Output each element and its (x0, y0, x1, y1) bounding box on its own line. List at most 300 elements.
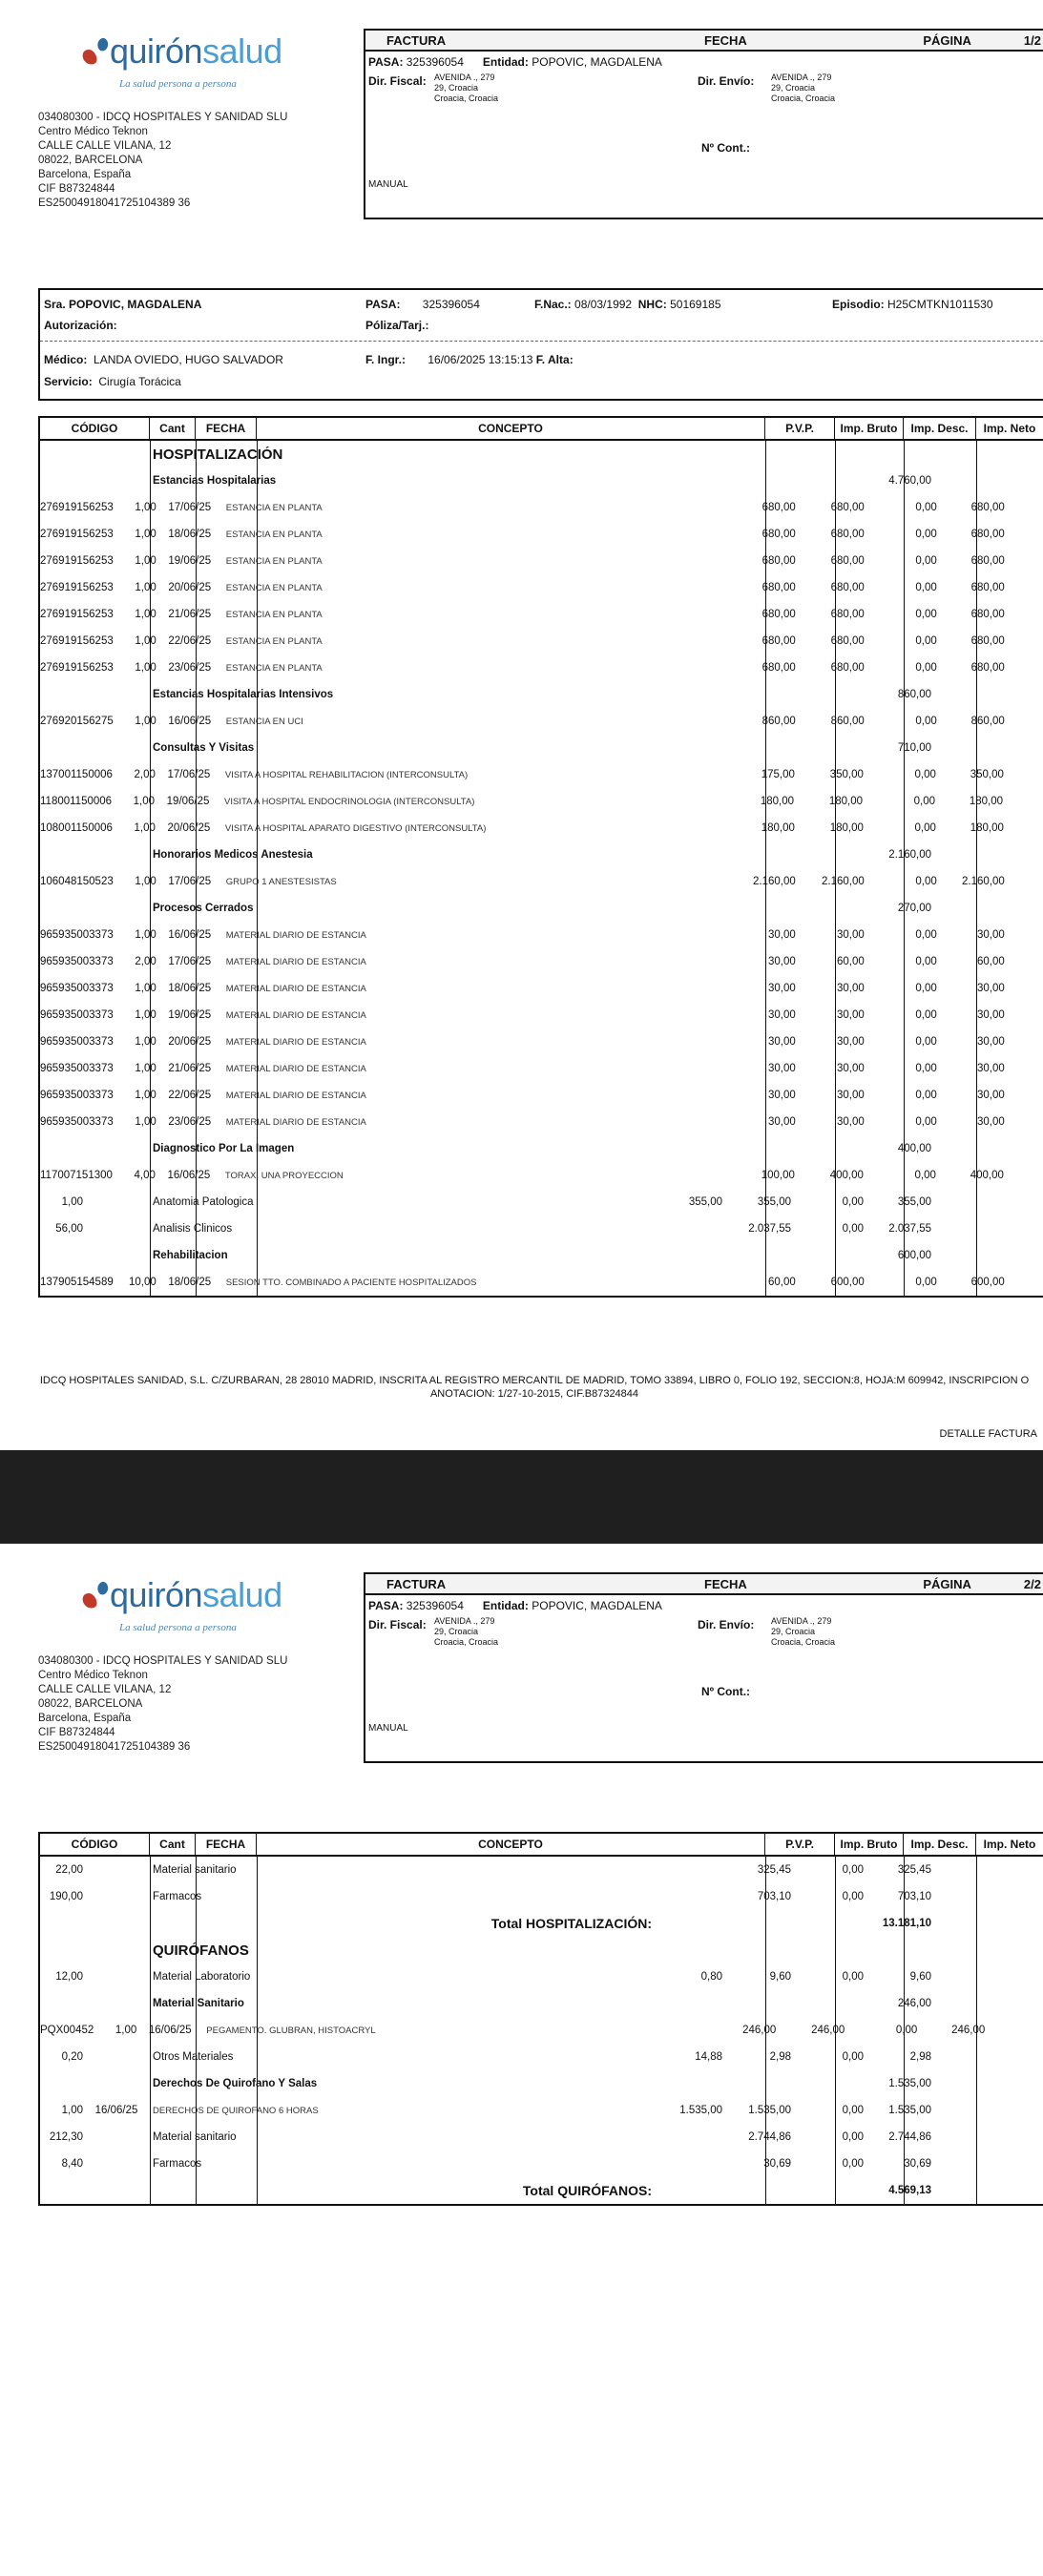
cell-desc: 0,00 (915, 983, 937, 994)
cell-pvp: 30,00 (767, 956, 796, 967)
cell-fecha: 20/06/25 (167, 822, 211, 834)
patient-info-box: Sra. POPOVIC, MAGDALENA PASA: 325396054 F.Nac.: 08/03/1992 NHC: 50169185 Episodio: H25CMTKN1011530 Autorización: Póliza/Tarj.: Médico: LANDA OVIEDO, HUGO SALVADOR F. Ingr.: 16/06/2025 13:15:13 F. Alta: Servicio: Cirugía Torácica (38, 288, 1043, 401)
cell-neto: 2.037,55 (888, 1223, 931, 1235)
invoice-header-box: FACTURA FECHA PÁGINA 2/2 PASA: 325396054 Entidad: POPOVIC, MAGDALENA Dir. Fiscal: AVENIDA ., 279 29, Croacia Croacia, Croacia Dir. Envío: AVENIDA ., 279 29, Croacia Croacia, Croacia Nº Cont.: MANUAL (364, 1572, 1043, 1763)
column-header: CONCEPTO (257, 1834, 765, 1855)
cell-fecha: 17/06/25 (168, 876, 212, 887)
cell-cant: 1,00 (135, 1090, 156, 1101)
cell-fecha: 18/06/25 (168, 983, 212, 994)
table-row (40, 975, 1043, 1002)
cell-concepto: MATERIAL DIARIO DE ESTANCIA (225, 1116, 366, 1128)
cell-neto: 246,00 (951, 2025, 986, 2036)
column-header: Cant (150, 418, 196, 439)
cell-fecha: 18/06/25 (168, 529, 212, 540)
cell-neto: 1.535,00 (888, 2078, 931, 2089)
table-row (40, 681, 1043, 708)
table-row (40, 494, 1043, 521)
cell-concepto: ESTANCIA EN PLANTA (225, 662, 323, 674)
cell-neto: 180,00 (970, 822, 1004, 834)
cell-fecha: 16/06/25 (167, 1170, 211, 1181)
cell-pvp: 30,00 (767, 1009, 796, 1021)
column-header: Imp. Desc. (904, 418, 976, 439)
cell-cant: 22,00 (55, 1864, 83, 1876)
cell-bruto: 680,00 (830, 555, 865, 567)
cell-neto: 680,00 (970, 609, 1005, 620)
cell-neto: 325,45 (897, 1864, 931, 1876)
cell-fecha: 22/06/25 (168, 1090, 212, 1101)
cell-concepto: TORAX. UNA PROYECCION (224, 1170, 344, 1181)
cell-codigo: 117007151300 (40, 1170, 113, 1181)
cell-concepto: VISITA A HOSPITAL ENDOCRINOLOGIA (INTERCONSULTA) (224, 796, 475, 807)
table-row (40, 1990, 1043, 2017)
cell-cant: 10,00 (128, 1277, 156, 1288)
cell-codigo: 965935003373 (40, 1063, 114, 1074)
cell-neto: 400,00 (970, 1170, 1004, 1181)
cell-cant: 1,00 (135, 1116, 156, 1128)
cell-pvp: 1.535,00 (679, 2105, 722, 2116)
cell-desc: 0,00 (915, 609, 937, 620)
cell-desc: 0,00 (915, 662, 937, 674)
cell-neto: 30,00 (976, 1036, 1005, 1048)
table-row (40, 841, 1043, 868)
cell-fecha: 16/06/25 (94, 2105, 138, 2116)
cell-desc: 0,00 (842, 2105, 864, 2116)
column-header: Imp. Bruto (835, 418, 904, 439)
cell-cant: 212,30 (49, 2131, 83, 2143)
factura-label: FACTURA (386, 32, 447, 48)
cell-pvp: 680,00 (761, 502, 796, 513)
cell-concepto: MATERIAL DIARIO DE ESTANCIA (225, 1036, 366, 1048)
column-header: P.V.P. (765, 418, 835, 439)
cell-neto: 400,00 (897, 1143, 931, 1154)
cell-neto: 2.160,00 (961, 876, 1005, 887)
cell-fecha: 17/06/25 (167, 769, 211, 780)
cell-cant: 56,00 (55, 1223, 83, 1235)
cell-concepto: MATERIAL DIARIO DE ESTANCIA (225, 1090, 366, 1101)
cell-neto: 30,00 (976, 1063, 1005, 1074)
cell-pvp: 180,00 (761, 822, 795, 834)
cell-cant: 1,00 (61, 1196, 83, 1208)
cell-neto: 680,00 (970, 529, 1005, 540)
patient-name: Sra. POPOVIC, MAGDALENA (44, 298, 202, 311)
cell-codigo: PQX00452 (40, 2025, 94, 2036)
cell-pvp: 355,00 (688, 1196, 722, 1208)
cell-bruto: 30,00 (836, 1116, 865, 1128)
cell-desc: 0,00 (842, 2131, 864, 2143)
cell-neto: 1.535,00 (888, 2105, 931, 2116)
cell-bruto: 30,00 (836, 1063, 865, 1074)
cell-bruto: 180,00 (828, 796, 864, 807)
cell-codigo: 118001150006 (40, 796, 113, 807)
cell-concepto: DERECHOS DE QUIROFANO 6 HORAS (153, 2105, 319, 2116)
cell-fecha: 17/06/25 (168, 956, 212, 967)
cell-fecha: 23/06/25 (168, 662, 212, 674)
cell-concepto: ESTANCIA EN PLANTA (225, 502, 323, 513)
cell-concepto: MATERIAL DIARIO DE ESTANCIA (225, 1009, 366, 1021)
cell-concepto: HOSPITALIZACIÓN (153, 446, 283, 463)
table-row (40, 1109, 1043, 1135)
table-header (40, 1834, 1043, 1857)
cell-concepto: SESION TTO. COMBINADO A PACIENTE HOSPITALIZADOS (225, 1277, 477, 1288)
cell-codigo: 276919156253 (40, 555, 114, 567)
cell-desc: 0,00 (915, 529, 937, 540)
cell-cant: 1,00 (135, 662, 156, 674)
cell-codigo: 276919156253 (40, 502, 114, 513)
cell-codigo: 965935003373 (40, 1116, 114, 1128)
table-row (40, 1162, 1043, 1189)
company-address: 034080300 - IDCQ HOSPITALES Y SANIDAD SLU Centro Médico Teknon CALLE CALLE VILANA, 12 08022, BARCELONA Barcelona, España CIF B87324844 ES25004918041725104389 36 (38, 1655, 288, 1753)
cell-concepto: Material Sanitario (153, 1998, 244, 2009)
table-row (40, 2097, 1043, 2124)
cell-pvp: 680,00 (761, 635, 796, 647)
cell-pvp: 680,00 (761, 582, 796, 593)
table-row (40, 1937, 1043, 1963)
cell-neto: 30,00 (976, 1009, 1005, 1021)
cell-codigo: 965935003373 (40, 929, 114, 941)
cell-concepto: GRUPO 1 ANESTESISTAS (225, 876, 337, 887)
cell-neto: 860,00 (897, 689, 931, 700)
invoice-page-2 (0, 1544, 1043, 2576)
cell-fecha: 20/06/25 (168, 1036, 212, 1048)
cell-codigo: 965935003373 (40, 956, 114, 967)
cell-cant: 1,00 (135, 529, 156, 540)
legal-footer: IDCQ HOSPITALES SANIDAD, S.L. C/ZURBARAN, 28 28010 MADRID, INSCRITA AL REGISTRO MERCANTIL DE MADRID, TOMO 33894, LIBRO 0, FOLIO 192, SECCION:8, HOJA:M 609942, INSCRIPCION O ANOTACION: 1/27-10-2015, CIF.B87324844 (39, 1375, 1030, 1400)
cell-bruto: 600,00 (830, 1277, 865, 1288)
cell-concepto: Consultas Y Visitas (153, 742, 255, 754)
cell-bruto: 2.744,86 (748, 2131, 791, 2143)
fecha-label: FECHA (704, 32, 747, 48)
quironsalud-logo: quirónsalud (81, 34, 282, 69)
cell-concepto: Estancias Hospitalarias (153, 475, 277, 487)
table-row (40, 2124, 1043, 2150)
cell-cant: 1,00 (135, 555, 156, 567)
table-row (40, 1082, 1043, 1109)
cell-pvp: 860,00 (761, 716, 796, 727)
cell-bruto: 860,00 (830, 716, 865, 727)
factura-label: FACTURA (386, 1576, 447, 1591)
cell-desc: 0,00 (842, 1971, 864, 1983)
cell-desc: 0,00 (842, 2158, 864, 2170)
cell-neto: 2,98 (909, 2051, 931, 2063)
cell-codigo: 276919156253 (40, 529, 114, 540)
cell-bruto: 30,00 (836, 1009, 865, 1021)
table-row (40, 2044, 1043, 2070)
cell-codigo: 965935003373 (40, 1090, 114, 1101)
table-row (40, 2150, 1043, 2177)
table-row (40, 708, 1043, 735)
cell-desc: 0,00 (914, 769, 936, 780)
table-row (40, 1269, 1043, 1296)
cell-neto: 30,00 (976, 929, 1005, 941)
cell-codigo: 276919156253 (40, 662, 114, 674)
cell-fecha: 16/06/25 (148, 2025, 192, 2036)
cell-bruto: 1.535,00 (748, 2105, 791, 2116)
invoice-header-box: FACTURA FECHA PÁGINA 1/2 PASA: 325396054 Entidad: POPOVIC, MAGDALENA Dir. Fiscal: AVENIDA ., 279 29, Croacia Croacia, Croacia Dir. Envío: AVENIDA ., 279 29, Croacia Croacia, Croacia Nº Cont.: MANUAL (364, 29, 1043, 219)
cell-neto: 680,00 (970, 582, 1005, 593)
cell-concepto: ESTANCIA EN PLANTA (225, 582, 323, 593)
cell-bruto: 246,00 (811, 2025, 845, 2036)
cell-pvp: 30,00 (767, 983, 796, 994)
cell-concepto: MATERIAL DIARIO DE ESTANCIA (225, 983, 366, 994)
cell-desc: 0,00 (915, 1090, 937, 1101)
quironsalud-logo: quirónsalud (81, 1578, 282, 1612)
cell-concepto: Analisis Clinicos (153, 1223, 233, 1235)
cell-bruto: 9,60 (769, 1971, 791, 1983)
cell-cant: 4,00 (134, 1170, 156, 1181)
cell-concepto: MATERIAL DIARIO DE ESTANCIA (225, 1063, 366, 1074)
cell-bruto: 680,00 (830, 529, 865, 540)
cell-neto: 4.569,13 (888, 2185, 931, 2196)
cell-bruto: 30,00 (836, 983, 865, 994)
cell-concepto: Farmacos (153, 1891, 202, 1902)
cell-cant: 1,00 (135, 983, 156, 994)
cell-neto: 13.181,10 (882, 1918, 931, 1929)
cell-cant: 1,00 (135, 609, 156, 620)
column-header: FECHA (196, 418, 257, 439)
table-row (40, 1242, 1043, 1269)
cell-pvp: 680,00 (761, 609, 796, 620)
cell-fecha: 23/06/25 (168, 1116, 212, 1128)
logo-mark-icon (81, 36, 110, 69)
cell-concepto: Anatomia Patologica (153, 1196, 254, 1208)
cell-desc: 0,00 (915, 555, 937, 567)
invoice-lines-table-1 (38, 416, 1043, 1298)
cell-neto: 680,00 (970, 635, 1005, 647)
cell-concepto: Estancias Hospitalarias Intensivos (153, 689, 334, 700)
cell-neto: 680,00 (970, 662, 1005, 674)
cell-codigo: 108001150006 (40, 822, 113, 834)
table-row (40, 948, 1043, 975)
column-header: Imp. Bruto (835, 1834, 904, 1855)
cell-codigo: 276919156253 (40, 609, 114, 620)
cell-neto: 703,10 (897, 1891, 931, 1902)
table-row (40, 1857, 1043, 1883)
column-header: CÓDIGO (40, 1834, 150, 1855)
cell-pvp: 14,88 (695, 2051, 722, 2063)
cell-bruto: 2,98 (769, 2051, 791, 2063)
cell-fecha: 21/06/25 (168, 1063, 212, 1074)
table-row (40, 467, 1043, 494)
cell-cant: 1,00 (135, 582, 156, 593)
cell-fecha: 20/06/25 (168, 582, 212, 593)
cell-fecha: 18/06/25 (168, 1277, 212, 1288)
cell-neto: 30,00 (976, 1090, 1005, 1101)
pagina-label: PÁGINA (923, 1576, 971, 1591)
logo-tagline: La salud persona a persona (119, 1622, 237, 1633)
column-header: P.V.P. (765, 1834, 835, 1855)
cell-fecha: 17/06/25 (168, 502, 212, 513)
cell-bruto: 2.037,55 (748, 1223, 791, 1235)
cell-concepto: Derechos De Quirofano Y Salas (153, 2078, 318, 2089)
cell-cant: 1,00 (135, 1063, 156, 1074)
table-row (40, 521, 1043, 548)
cell-pvp: 180,00 (760, 796, 795, 807)
cell-concepto: VISITA A HOSPITAL APARATO DIGESTIVO (INTERCONSULTA) (224, 822, 487, 834)
cell-neto: 2.744,86 (888, 2131, 931, 2143)
cell-bruto: 60,00 (836, 956, 865, 967)
table-row (40, 1002, 1043, 1028)
cell-bruto: 30,00 (836, 1036, 865, 1048)
cell-pvp: 30,00 (767, 1116, 796, 1128)
cell-bruto: 703,10 (757, 1891, 791, 1902)
cell-codigo: 106048150523 (40, 876, 114, 887)
column-header: CONCEPTO (257, 418, 765, 439)
cell-desc: 0,00 (895, 2025, 918, 2036)
cell-bruto: 30,00 (836, 1090, 865, 1101)
table-row (40, 922, 1043, 948)
cell-bruto: 180,00 (829, 822, 864, 834)
cell-concepto: QUIRÓFANOS (153, 1942, 249, 1959)
cell-concepto: Material Laboratorio (153, 1971, 251, 1983)
table-row (40, 868, 1043, 895)
pagina-label: PÁGINA (923, 32, 971, 48)
cell-neto: 680,00 (970, 502, 1005, 513)
cell-neto: 180,00 (969, 796, 1004, 807)
table-row (40, 2070, 1043, 2097)
cell-bruto: 680,00 (830, 582, 865, 593)
cell-fecha: 19/06/25 (166, 796, 210, 807)
cell-codigo: 137001150006 (40, 769, 113, 780)
cell-desc: 0,00 (842, 2051, 864, 2063)
cell-neto: 680,00 (970, 555, 1005, 567)
cell-cant: 2,00 (135, 956, 156, 967)
cell-desc: 0,00 (915, 876, 937, 887)
table-row (40, 654, 1043, 681)
cell-desc: 0,00 (914, 822, 936, 834)
cell-pvp: 60,00 (767, 1277, 796, 1288)
cell-pvp: 100,00 (761, 1170, 795, 1181)
cell-desc: 0,00 (842, 1196, 864, 1208)
cell-codigo: 137905154589 (40, 1277, 114, 1288)
cell-cant: 1,00 (135, 502, 156, 513)
cell-pvp: 2.160,00 (752, 876, 796, 887)
cell-cant: 1,00 (135, 876, 156, 887)
cell-cant: 1,00 (135, 716, 156, 727)
cell-pvp: 30,00 (767, 929, 796, 941)
table-row (40, 548, 1043, 574)
cell-neto: 860,00 (970, 716, 1005, 727)
page-number: 1/2 (1023, 32, 1041, 48)
cell-cant: 1,00 (133, 796, 156, 807)
cell-pvp: 680,00 (761, 662, 796, 674)
column-header: Imp. Neto (983, 422, 1036, 435)
cell-desc: 0,00 (915, 582, 937, 593)
cell-desc: 0,00 (915, 716, 937, 727)
cell-neto: 600,00 (970, 1277, 1005, 1288)
cell-concepto: Otros Materiales (153, 2051, 234, 2063)
table-header (40, 418, 1043, 441)
cell-concepto: Honorarios Medicos Anestesia (153, 849, 313, 861)
cell-cant: 8,40 (61, 2158, 83, 2170)
cell-concepto: Total QUIRÓFANOS: (522, 2183, 652, 2198)
cell-cant: 12,00 (55, 1971, 83, 1983)
cell-concepto: MATERIAL DIARIO DE ESTANCIA (225, 929, 366, 941)
cell-cant: 1,00 (135, 929, 156, 941)
cell-pvp: 0,80 (700, 1971, 722, 1983)
column-header: Cant (150, 1834, 196, 1855)
cell-concepto: VISITA A HOSPITAL REHABILITACION (INTERCONSULTA) (224, 769, 469, 780)
cell-desc: 0,00 (915, 1036, 937, 1048)
cell-neto: 30,00 (976, 1116, 1005, 1128)
cell-cant: 1,00 (135, 1009, 156, 1021)
column-header: Imp. Desc. (904, 1834, 976, 1855)
cell-concepto: ESTANCIA EN PLANTA (225, 555, 323, 567)
cell-desc: 0,00 (913, 796, 936, 807)
fecha-label: FECHA (704, 1576, 747, 1591)
cell-pvp: 30,00 (767, 1063, 796, 1074)
cell-neto: 30,00 (976, 983, 1005, 994)
invoice-lines-table-2 (38, 1832, 1043, 2206)
cell-cant: 0,20 (61, 2051, 83, 2063)
cell-desc: 0,00 (915, 1277, 937, 1288)
cell-neto: 355,00 (897, 1196, 931, 1208)
cell-pvp: 175,00 (761, 769, 795, 780)
table-row (40, 574, 1043, 601)
table-row (40, 628, 1043, 654)
cell-neto: 60,00 (976, 956, 1005, 967)
cell-desc: 0,00 (915, 956, 937, 967)
cell-concepto: Farmacos (153, 2158, 202, 2170)
column-header: CÓDIGO (40, 418, 150, 439)
cell-concepto: ESTANCIA EN PLANTA (225, 529, 323, 540)
table-row (40, 735, 1043, 761)
cell-fecha: 22/06/25 (168, 635, 212, 647)
cell-desc: 0,00 (842, 1223, 864, 1235)
cell-neto: 270,00 (897, 903, 931, 914)
cell-bruto: 2.160,00 (821, 876, 865, 887)
cell-cant: 1,00 (61, 2105, 83, 2116)
cell-codigo: 965935003373 (40, 1036, 114, 1048)
cell-cant: 1,00 (135, 635, 156, 647)
cell-desc: 0,00 (914, 1170, 936, 1181)
cell-codigo: 276919156253 (40, 582, 114, 593)
column-header: FECHA (196, 1834, 257, 1855)
cell-bruto: 400,00 (829, 1170, 864, 1181)
cell-concepto: Rehabilitacion (153, 1250, 228, 1261)
cell-concepto: Material sanitario (153, 1864, 237, 1876)
cell-neto: 4.760,00 (888, 475, 931, 487)
cell-fecha: 19/06/25 (168, 1009, 212, 1021)
cell-concepto: ESTANCIA EN UCI (225, 716, 303, 727)
cell-bruto: 30,69 (763, 2158, 791, 2170)
cell-neto: 9,60 (909, 1971, 931, 1983)
table-row (40, 1215, 1043, 1242)
cell-desc: 0,00 (915, 929, 937, 941)
cell-neto: 246,00 (897, 1998, 931, 2009)
table-row (40, 601, 1043, 628)
cell-concepto: Procesos Cerrados (153, 903, 254, 914)
table-row (40, 2177, 1043, 2204)
table-row (40, 815, 1043, 841)
cell-bruto: 355,00 (757, 1196, 791, 1208)
page-number: 2/2 (1023, 1576, 1041, 1591)
cell-concepto: ESTANCIA EN PLANTA (225, 635, 323, 647)
table-row (40, 1055, 1043, 1082)
table-row (40, 1028, 1043, 1055)
cell-cant: 2,00 (134, 769, 156, 780)
cell-concepto: Material sanitario (153, 2131, 237, 2143)
table-row (40, 1883, 1043, 1910)
cell-pvp: 680,00 (761, 529, 796, 540)
table-row (40, 1963, 1043, 1990)
table-row (40, 1135, 1043, 1162)
cell-bruto: 680,00 (830, 635, 865, 647)
cell-pvp: 680,00 (761, 555, 796, 567)
cell-desc: 0,00 (915, 1116, 937, 1128)
cell-concepto: Diagnostico Por La Imagen (153, 1143, 295, 1154)
cell-concepto: Total HOSPITALIZACIÓN: (490, 1916, 652, 1931)
table-row (40, 1189, 1043, 1215)
